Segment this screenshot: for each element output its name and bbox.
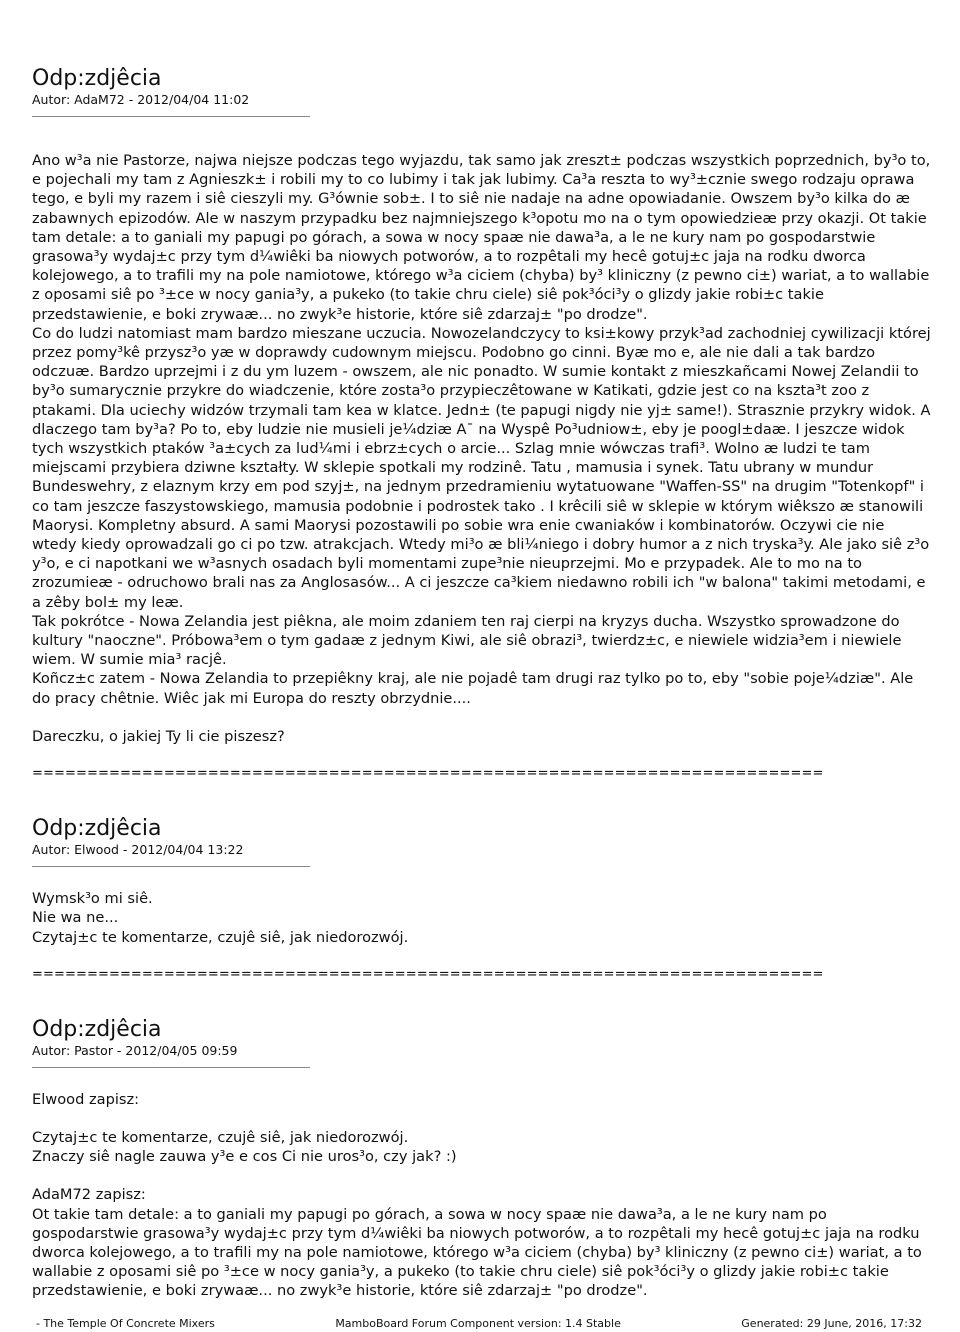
footer-component-version: MamboBoard Forum Component version: 1.4 Stable bbox=[335, 1317, 621, 1330]
post-paragraph: Czytaj±c te komentarze, czujê siê, jak niedorozwój. bbox=[32, 1128, 409, 1146]
post-paragraph: Znaczy siê nagle zauwa y³e e cos Ci nie uros³o, czy jak? :) bbox=[32, 1148, 457, 1166]
post-meta: Autor: Elwood - 2012/04/04 13:22 bbox=[32, 842, 244, 858]
post-separator: ======================================================================== bbox=[32, 766, 824, 782]
post-paragraph: Tak pokrótce - Nowa Zelandia jest piêkna, ale moim zdaniem ten raj cierpi na kryzys ducha. Wszystko sprowadzone do kultury "naoczne". Próbowa³em o tym gadaæ z jednym Kiwi, ale siê obrazi³, twierdz±c, e niewiele widzia³em i niewiele wiem. W sumie mia³ racjê. bbox=[32, 612, 902, 669]
post-body bbox=[32, 889, 932, 947]
post-body bbox=[32, 1090, 932, 1301]
post bbox=[32, 816, 932, 983]
post-title: Odp:zdjêcia bbox=[32, 816, 162, 842]
post-paragraph: AdaM72 zapisz: bbox=[32, 1186, 146, 1204]
post-paragraph: Nie wa ne... bbox=[32, 909, 119, 927]
forum-thread bbox=[32, 66, 932, 1301]
post-paragraph: Wymsk³o mi siê. bbox=[32, 890, 153, 908]
post bbox=[32, 66, 932, 782]
post bbox=[32, 1017, 932, 1301]
post-paragraph: Czytaj±c te komentarze, czujê siê, jak niedorozwój. bbox=[32, 928, 409, 946]
post-paragraph: Ano w³a nie Pastorze, najwa niejsze podczas tego wyjazdu, tak samo jak zreszt± podczas wszystkich poprzednich, by³o to, e pojechali my tam z Agnieszk± i robili my to co lubimy i tak jak lubimy. Ca³a reszta to wy³±cznie swego rodzaju oprawa tego, e byli my razem i siê cieszyli my. G³ównie sob±. I to siê nie nadaje na adne opowiadanie. Owszem by³o kilka do æ zabawnych epizodów. Ale w naszym przypadku bez najmniejszego k³opotu mo na o tym opowiedzieæ przy okazji. Ot takie tam detale: a to ganiali my papugi po górach, a sowa w nocy spaæ nie dawa³a, a le ne kury nam po gospodarstwie grasowa³y wydaj±c przy tym d¼wiêki ba niowych potworów, a to rozpêtali my hecê gotuj±c jaja na rodku dworca kolejowego, a to trafili my na pole namiotowe, którego w³a ciciem (chyba) by³ kliniczny (z pewno ci±) wariat, a to wallabie z oposami siê po ³±ce w nocy gania³y, a pukeko (to takie chru ciele) siê pok³óci³y o glizdy jakie robi±c takie przedstawienie, e boki zrywaæ... no zwyk³e historie, które siê zdarzaj± "po drodze". bbox=[32, 152, 931, 323]
post-paragraph: Ot takie tam detale: a to ganiali my papugi po górach, a sowa w nocy spaæ nie dawa³a, a le ne kury nam po gospodarstwie grasowa³y wydaj±c przy tym d¼wiêki ba niowych potworów, a to rozpêtali my hecê gotuj±c jaja na rodku dworca kolejowego, a to trafili my na pole namiotowe, którego w³a ciciem (chyba) by³ kliniczny (z pewno ci±) wariat, a to wallabie z oposami siê po ³±ce w nocy gania³y, a pukeko (to takie chru ciele) siê pok³óci³y o glizdy jakie robi±c takie przedstawienie, e boki zrywaæ... no zwyk³e historie, które siê zdarzaj± "po drodze". bbox=[32, 1205, 922, 1300]
post-title: Odp:zdjêcia bbox=[32, 1016, 162, 1042]
post-meta: Autor: Pastor - 2012/04/05 09:59 bbox=[32, 1042, 238, 1058]
post-paragraph: Dareczku, o jakiej Ty li cie piszesz? bbox=[32, 727, 285, 745]
post-meta: Autor: AdaM72 - 2012/04/04 11:02 bbox=[32, 92, 250, 107]
post-paragraph: Elwood zapisz: bbox=[32, 1090, 140, 1108]
post-body bbox=[32, 151, 932, 746]
post-title: Odp:zdjêcia bbox=[32, 66, 162, 91]
post-separator: ======================================================================== bbox=[32, 966, 824, 982]
page-footer bbox=[36, 1318, 922, 1330]
post-paragraph: Co do ludzi natomiast mam bardzo mieszane uczucia. Nowozelandczycy to ksi±kowy przyk³ad zachodniej cywilizacji której przez pomy³kê przysz³o yæ w doprawdy cudownym miejscu. Podobno go cinni. Byæ mo e, ale nie dali a tak bardzo odczuæ. Bardzo uprzejmi i z du ym luzem - owszem, ale nic ponadto. W sumie kontakt z mieszkañcami Nowej Zelandii to by³o sumarycznie przykre do wiadczenie, które zosta³o przypieczêtowane w Katikati, gdzie jest co na kszta³t zoo z ptakami. Dla uciechy widzów trzymali tam kea w klatce. Jedn± (te papugi nigdy nie yj± same!). Strasznie przykry widok. A dlaczego tam by³a? Po to, eby ludzie nie musieli je¼dziæ A¯ na Wyspê Po³udniow±, eby je poogl±daæ. I jeszcze widok tych wszystkich ptaków ³a±cych za lud¼mi i ebrz±cych o arcie... Szlag mnie wówczas trafi³. Wolno æ ludzi te tam miejscami przybiera dziwne kształty. W sklepie spotkali my rodzinê. Tatu , mamusia i synek. Tatu ubrany w mundur Bundeswehry, z elaznym krzy em pod szyj±, na jednym przedramieniu wytatuowane "Waffen-SS" na drugim "Totenkopf" i co tam jeszcze faszystowskiego, mamusia podobnie i podrostek tako . I krêcili siê w sklepie w którym wiêkszo æ stanowili Maorysi. Kompletny absurd. A sami Maorysi pozostawili po sobie wra enie cwaniaków i kombinatorów. Oczywi cie nie wtedy kiedy oprowadzali go ci po tzw. atrakcjach. Wtedy mi³o æ bli¼niego i dobry humor a z nich tryska³y. Ale jako siê z³o y³o, e ci napotkani we w³asnych osadach byli momentami zupe³nie nieuprzejmi. Mo e przypadek. Ale to mo na to zrozumieæ - odruchowo brali nas za Anglosasów... A ci jeszcze ca³kiem niedawno robili ich "w balona" takimi metodami, e a zêby bol± my leæ. bbox=[32, 324, 931, 611]
post-paragraph: Koñcz±c zatem - Nowa Zelandia to przepiêkny kraj, ale nie pojadê tam drugi raz tylko po to, eby "sobie poje¼dziæ". Ale do pracy chêtnie. Wiêc jak mi Europa do reszty obrzydnie.... bbox=[32, 670, 914, 707]
footer-generated-date: Generated: 29 June, 2016, 17:32 bbox=[741, 1317, 922, 1330]
footer-site-name: - The Temple Of Concrete Mixers bbox=[36, 1317, 215, 1330]
